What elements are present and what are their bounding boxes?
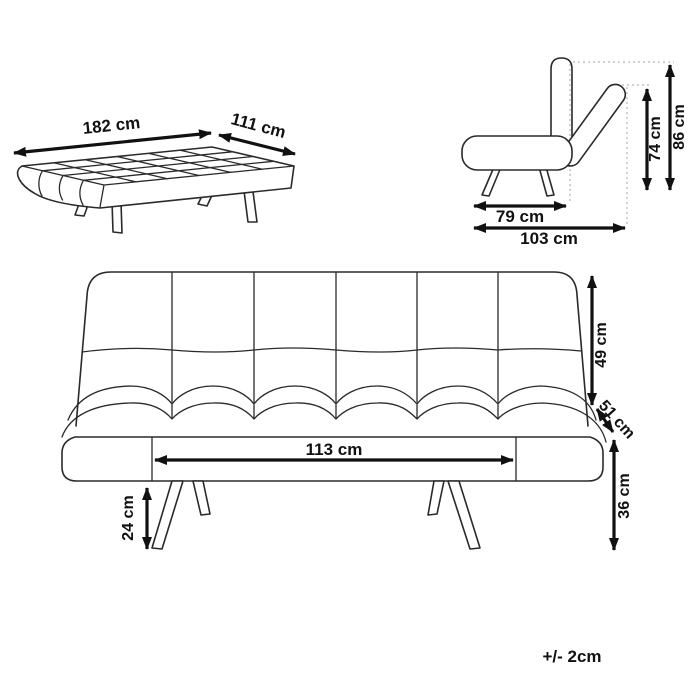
bed-flat-view — [14, 109, 295, 233]
dim-label-seat-depth: 79 cm — [495, 207, 545, 226]
dim-label-leg-height: 24 cm — [120, 495, 137, 541]
side-view — [462, 58, 688, 248]
front-leg — [448, 481, 480, 549]
dim-label-backrest-height: 74 cm — [647, 116, 664, 162]
front-leg — [428, 481, 444, 515]
dim-label-bed-width: 111 cm — [229, 109, 288, 143]
dim-label-backrest-height: 49 cm — [593, 322, 610, 368]
front-view — [62, 272, 638, 550]
dim-label-total-height: 86 cm — [671, 104, 688, 150]
dim-label-bed-length: 182 cm — [81, 113, 142, 138]
front-leg — [152, 481, 183, 549]
dim-label-seat-depth: 51 cm — [595, 397, 639, 443]
tolerance-note: +/- 2cm — [542, 647, 602, 666]
side-seat — [462, 136, 572, 170]
dim-label-total-depth: 103 cm — [520, 229, 578, 248]
side-leg — [539, 167, 554, 196]
front-leg — [193, 481, 210, 515]
dim-label-seat-height: 36 cm — [616, 473, 633, 519]
dim-label-seat-width: 113 cm — [305, 440, 363, 459]
side-leg — [482, 167, 501, 196]
